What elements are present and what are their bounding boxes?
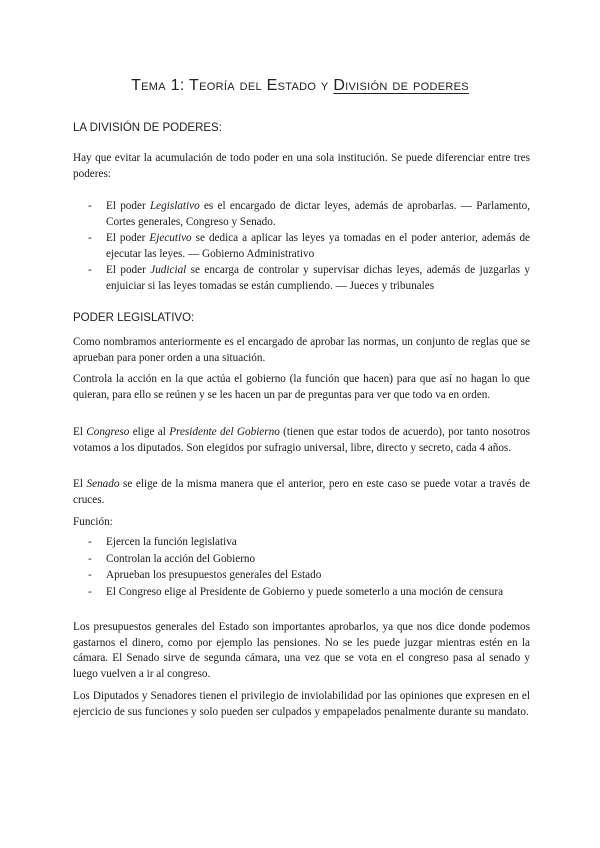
list-item: - El poder Ejecutivo se dedica a aplicar las leyes ya tomadas en el poder anterior, además de ejecutar las leyes. — Gobierno Administrativo bbox=[88, 232, 531, 260]
list-item: - El poder Legislativo es el encargado de dictar leyes, además de aprobarlas. — Parlamento, Cortes generales, Congreso y Senado. bbox=[88, 200, 530, 228]
dash-bullet: - bbox=[88, 552, 92, 565]
paragraph-2: Controla la acción en la que actúa el gobierno (la función que hacen) para que así no hagan lo que quieran, para ello se reúnen y se les hacen un par de preguntas para ver que todo va en orden. bbox=[73, 373, 530, 401]
powers-list bbox=[88, 199, 530, 295]
list-item: - Controlan la acción del Gobierno bbox=[88, 552, 530, 568]
paragraph-4: El Senado se elige de la misma manera que el anterior, pero en este caso se puede votar a través de cruces. bbox=[73, 478, 530, 506]
dash-bullet: - bbox=[88, 264, 92, 276]
paragraph-1: Como nombramos anteriormente es el encargado de aprobar las normas, un conjunto de reglas que se aprueban para poner orden a una situación. bbox=[73, 336, 530, 364]
section-heading-division: LA DIVISIÓN DE PODERES: bbox=[73, 122, 222, 134]
dash-bullet: - bbox=[88, 569, 92, 581]
funcion-label: Función: bbox=[73, 516, 113, 528]
paragraph-5: Los presupuestos generales del Estado son importantes aprobarlos, ya que nos dice donde podemos gastarnos el dinero, como por ejemplo las pensiones. No se les puede juzgar mientras estén en la cámara. El Senado sirve de segunda cámara, una vez que se vota en el congreso pasa al senado y luego vuelven a ir al congreso. bbox=[73, 621, 530, 680]
funciones-list bbox=[88, 535, 530, 601]
dash-bullet: - bbox=[88, 232, 92, 244]
paragraph-3: El Congreso elige al Presidente del Gobierno (tienen que estar todos de acuerdo), por tanto nosotros votamos a los diputados. Son elegidos por sufragio universal, libre, directo y secreto, cada 4 años. bbox=[73, 426, 530, 454]
paragraph-6: Los Diputados y Senadores tienen el privilegio de inviolabilidad por las opiniones que expresen en el ejercicio de sus funciones y solo pueden ser culpados y empapelados penalmente durante su mandato. bbox=[73, 690, 530, 718]
list-item: - Aprueban los presupuestos generales del Estado bbox=[88, 568, 530, 584]
intro-paragraph: Hay que evitar la acumulación de todo poder en una sola institución. Se puede diferenciar entre tres poderes: bbox=[73, 152, 530, 180]
list-item: - Ejercen la función legislativa bbox=[88, 535, 530, 551]
section-heading-legislativo: PODER LEGISLATIVO: bbox=[73, 312, 195, 324]
title-part-1: Tema 1: Teoría del Estado y bbox=[131, 77, 334, 94]
page-title bbox=[0, 77, 600, 95]
list-item: - El Congreso elige al Presidente de Gobierno y puede someterlo a una moción de censura bbox=[88, 585, 530, 601]
dash-bullet: - bbox=[88, 585, 92, 598]
dash-bullet: - bbox=[88, 200, 92, 212]
list-item: - El poder Judicial se encarga de controlar y supervisar dichas leyes, además de juzgarlas y enjuiciar si las leyes tomadas se están cumpliendo. — Jueces y tribunales bbox=[88, 264, 530, 292]
dash-bullet: - bbox=[88, 536, 92, 548]
title-part-2-underlined: División de poderes bbox=[333, 77, 469, 94]
